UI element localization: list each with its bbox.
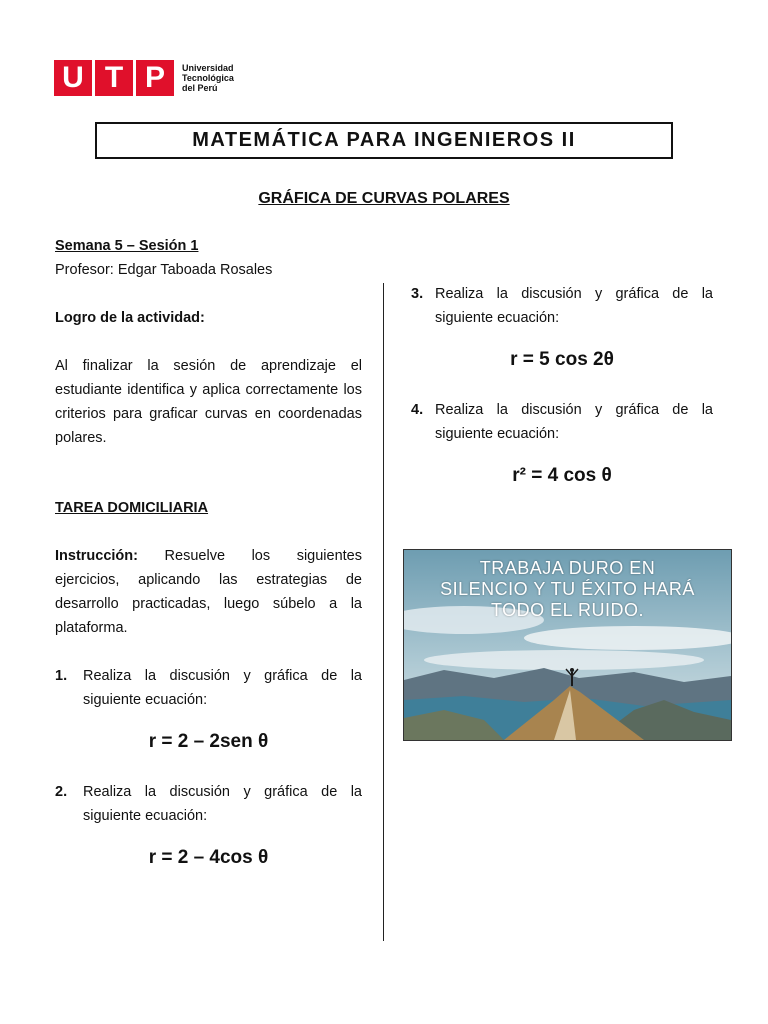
exercise-number: 1. [55, 668, 68, 684]
column-divider [383, 283, 384, 941]
exercise-text: Realiza la discusión y gráfica de la siguiente ecuación: [83, 668, 362, 708]
instruction-paragraph [55, 544, 362, 640]
achievement-text: Al finalizar la sesión de aprendizaje el estudiante identifica y aplica correctamente los criterios para graficar curvas en coordenadas polares. [55, 358, 362, 446]
exercise-number: 4. [411, 402, 424, 418]
exercise-text: Realiza la discusión y gráfica de la siguiente ecuación: [83, 784, 362, 824]
exercise-number: 2. [55, 784, 68, 800]
quote-line: TODO EL RUIDO. [490, 600, 645, 620]
instruction-label: Instrucción: [55, 548, 138, 564]
left-column [55, 234, 362, 872]
exercise-3 [411, 282, 713, 330]
equation-4: r² = 4 cos θ [512, 465, 612, 486]
quote-line: SILENCIO Y TU ÉXITO HARÁ [440, 579, 695, 599]
logo-letter-p: P [136, 60, 174, 96]
professor-line: Profesor: Edgar Taboada Rosales [55, 262, 273, 278]
logo-text-line: Tecnológica [182, 73, 234, 83]
logo-letter-u: U [54, 60, 92, 96]
equation-3: r = 5 cos 2θ [510, 349, 614, 370]
exercise-text: Realiza la discusión y gráfica de la siguiente ecuación: [435, 402, 713, 442]
page-title: GRÁFICA DE CURVAS POLARES [258, 190, 510, 207]
logo-text-line: del Perú [182, 83, 218, 93]
instruction-text: Resuelve los siguientes ejercicios, aplicando las estrategias de desarrollo practicadas, luego súbelo a la plataforma. [55, 548, 362, 636]
utp-logo [54, 60, 234, 96]
exercise-text: Realiza la discusión y gráfica de la siguiente ecuación: [435, 286, 713, 326]
course-title: MATEMÁTICA PARA INGENIEROS II [192, 129, 576, 151]
exercise-4 [411, 398, 713, 446]
right-column [411, 282, 713, 490]
exercise-2 [55, 780, 362, 828]
exercise-number: 3. [411, 286, 424, 302]
logo-institution-name [182, 63, 234, 93]
quote-line: TRABAJA DURO EN [479, 558, 656, 578]
course-title-box [95, 122, 673, 159]
equation-2: r = 2 – 4cos θ [148, 847, 269, 868]
logo-letters [54, 60, 174, 96]
equation-1: r = 2 – 2sen θ [148, 731, 269, 752]
logo-letter-t: T [95, 60, 133, 96]
session-label: Semana 5 – Sesión 1 [55, 238, 199, 254]
achievement-heading: Logro de la actividad: [55, 310, 205, 326]
homework-heading: TAREA DOMICILIARIA [55, 500, 209, 516]
motivational-photo [403, 549, 732, 741]
exercise-1 [55, 664, 362, 712]
photo-quote [404, 558, 731, 621]
logo-text-line: Universidad [182, 63, 234, 73]
